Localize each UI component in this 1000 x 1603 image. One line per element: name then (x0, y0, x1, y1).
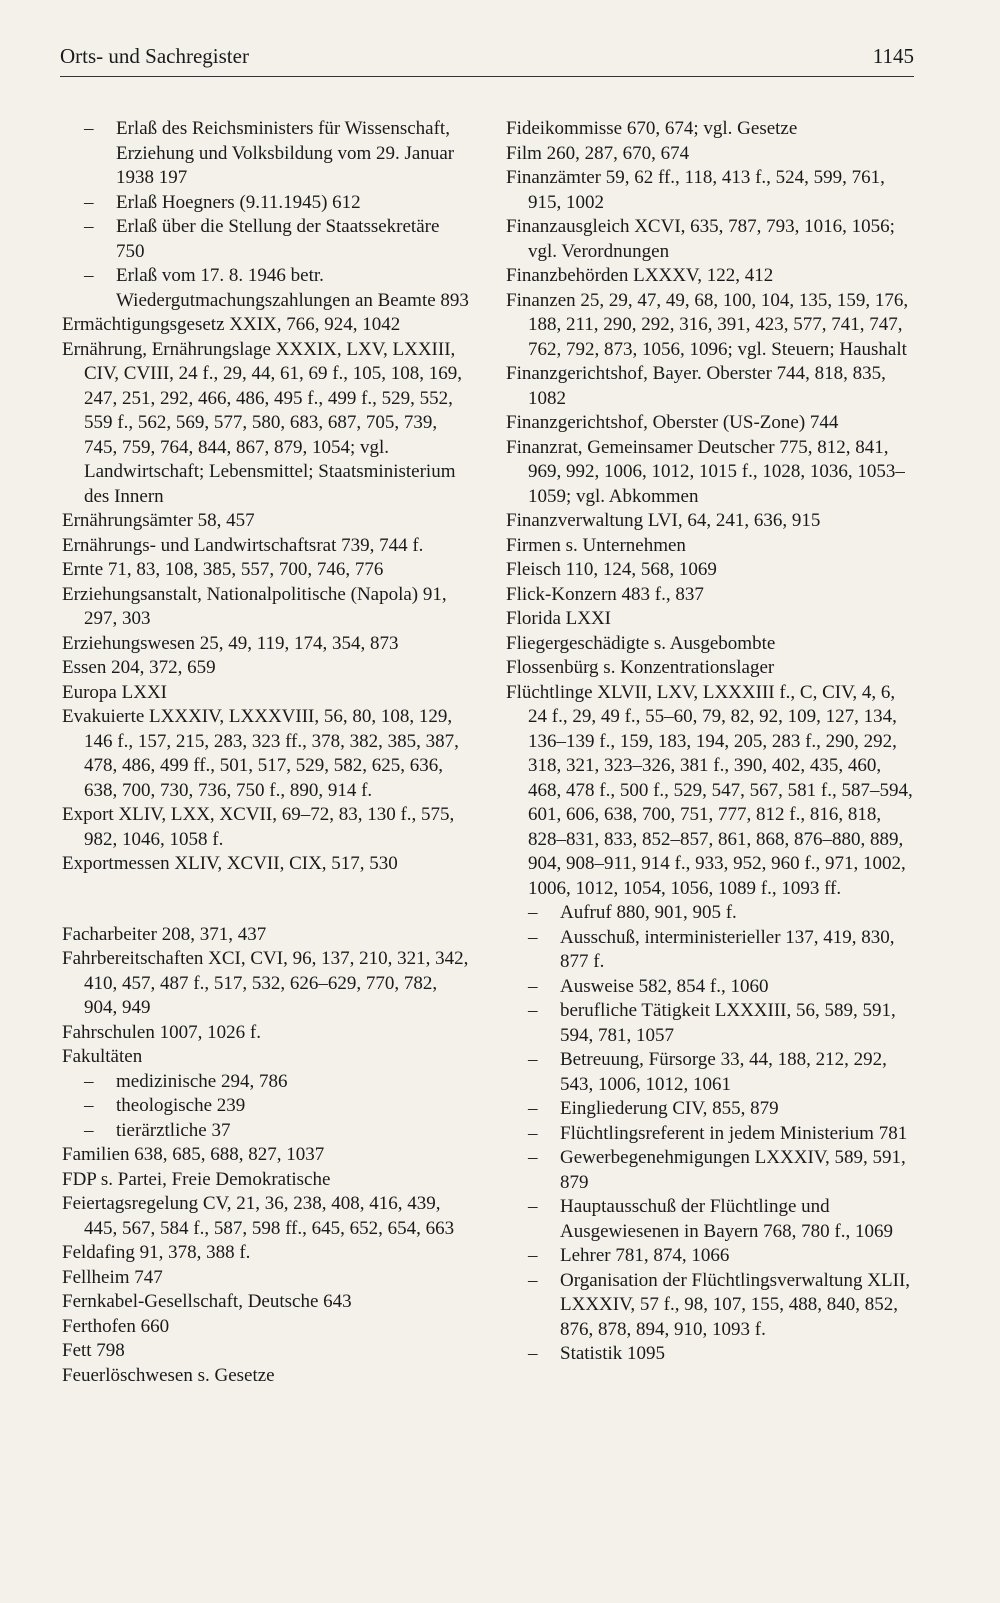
index-entry (506, 166, 916, 215)
index-subentry (62, 1070, 472, 1095)
entry-text: Hauptausschuß der Flüchtlinge und Ausgewiesenen in Bayern 768, 780 f., 1069 (560, 1196, 893, 1242)
index-entry (62, 705, 472, 803)
entry-text: Ernährungsämter 58, 457 (62, 510, 255, 531)
entry-text: Finanzrat, Gemeinsamer Deutscher 775, 812, 841, 969, 992, 1006, 1012, 1015 f., 1028, 1036, 1053–1059; vgl. Abkommen (506, 436, 905, 507)
index-entry (62, 632, 472, 657)
entry-text: Evakuierte LXXXIV, LXXXVIII, 56, 80, 108, 129, 146 f., 157, 215, 283, 323 ff., 378, 382, 385, 387, 478, 486, 499 ff., 501, 517, 529, 582, 625, 636, 638, 700, 730, 736, 750 f., 890, 914 f. (62, 706, 459, 801)
index-subentry (506, 1122, 916, 1147)
index-entry (506, 656, 916, 681)
entry-text: Ernährungs- und Landwirtschaftsrat 739, 744 f. (62, 534, 424, 556)
subentry-dash: – (84, 216, 94, 237)
entry-text: Erlaß des Reichsministers für Wissenschaft, Erziehung und Volksbildung vom 29. Januar 1938 197 (116, 118, 455, 188)
index-subentry (506, 1195, 916, 1244)
index-subentry (506, 1244, 916, 1269)
subentry-dash: – (528, 975, 538, 997)
entry-text: Firmen s. Unternehmen (506, 534, 686, 556)
subentry-dash: – (528, 1122, 538, 1144)
index-entry (506, 289, 916, 363)
page-number: 1145 (872, 44, 914, 68)
subentry-dash: – (84, 191, 94, 213)
subentry-dash: – (84, 118, 94, 139)
entry-text: Ausweise 582, 854 f., 1060 (560, 975, 769, 997)
index-entry (506, 558, 916, 583)
index-entry (506, 583, 916, 608)
entry-text: Europa LXXI (62, 681, 167, 703)
entry-text: Facharbeiter 208, 371, 437 (62, 923, 267, 945)
index-entry (62, 1045, 472, 1070)
entry-text: Finanzämter 59, 62 ff., 118, 413 f., 524, 599, 761, 915, 1002 (506, 167, 885, 213)
entry-text: FDP s. Partei, Freie Demokratische (62, 1168, 331, 1190)
index-entry (62, 852, 472, 877)
entry-text: Finanzen 25, 29, 47, 49, 68, 100, 104, 135, 159, 176, 188, 211, 290, 292, 316, 391, 423, 577, 741, 747, 762, 792, 873, 1056, 1096; vgl. Steuern; Haushalt (506, 289, 909, 360)
entry-text: Finanzgerichtshof, Bayer. Oberster 744, 818, 835, 1082 (506, 363, 886, 409)
entry-text: Feldafing 91, 378, 388 f. (62, 1242, 251, 1263)
entry-text: Feiertagsregelung CV, 21, 36, 238, 408, 416, 439, 445, 567, 584 f., 587, 598 ff., 645, 652, 654, 663 (62, 1193, 455, 1239)
entry-text: Fernkabel-Gesellschaft, Deutsche 643 (62, 1291, 352, 1312)
entry-text: Organisation der Flüchtlingsverwaltung XLII, LXXXIV, 57 f., 98, 107, 155, 488, 840, 852, 876, 878, 894, 910, 1093 f. (560, 1269, 911, 1340)
index-entry (506, 681, 916, 902)
entry-text: Feuerlöschwesen s. Gesetze (62, 1364, 275, 1386)
index-subentry (506, 926, 916, 975)
entry-text: Fleisch 110, 124, 568, 1069 (506, 559, 717, 580)
entry-text: Flüchtlingsreferent in jedem Ministerium 781 (560, 1122, 908, 1144)
subentry-dash: – (528, 1196, 538, 1217)
entry-text: Finanzverwaltung LVI, 64, 241, 636, 915 (506, 510, 821, 531)
entry-text: Ermächtigungsgesetz XXIX, 766, 924, 1042 (62, 314, 401, 335)
entry-text: Erlaß über die Stellung der Staatssekretäre 750 (116, 216, 440, 262)
right-column (506, 117, 916, 1367)
entry-text: Essen 204, 372, 659 (62, 657, 216, 678)
entry-text: medizinische 294, 786 (116, 1070, 288, 1092)
running-header (60, 40, 914, 77)
index-entry (62, 1143, 472, 1168)
entry-text: Gewerbegenehmigungen LXXXIV, 589, 591, 879 (560, 1147, 906, 1193)
entry-text: Flick-Konzern 483 f., 837 (506, 583, 704, 605)
index-subentry (506, 975, 916, 1000)
index-entry (62, 1339, 472, 1364)
entry-text: Ferthofen 660 (62, 1315, 170, 1337)
entry-text: Erziehungsanstalt, Nationalpolitische (Napola) 91, 297, 303 (62, 583, 447, 629)
index-entry (62, 1241, 472, 1266)
index-subentry (62, 1094, 472, 1119)
subentry-dash: – (528, 1049, 538, 1070)
subentry-dash: – (528, 1098, 538, 1119)
entry-text: Film 260, 287, 670, 674 (506, 142, 690, 164)
entry-text: Flossenbürg s. Konzentrationslager (506, 657, 775, 678)
entry-text: Statistik 1095 (560, 1343, 666, 1364)
index-entry (506, 632, 916, 657)
entry-text: Erlaß Hoegners (9.11.1945) 612 (116, 191, 361, 213)
index-subentry (506, 1146, 916, 1195)
entry-text: Eingliederung CIV, 855, 879 (560, 1098, 779, 1119)
entry-text: Fakultäten (62, 1046, 143, 1067)
index-entry (506, 509, 916, 534)
index-entry (506, 436, 916, 510)
entry-text: Fliegergeschädigte s. Ausgebombte (506, 632, 776, 654)
entry-text: Finanzbehörden LXXXV, 122, 412 (506, 265, 774, 286)
index-entry (62, 1168, 472, 1193)
entry-text: Ernte 71, 83, 108, 385, 557, 700, 746, 776 (62, 559, 384, 580)
left-column-entries-f (62, 923, 472, 1389)
index-entry (62, 1192, 472, 1241)
index-entry (506, 607, 916, 632)
subentry-dash: – (528, 1147, 538, 1168)
entry-text: Aufruf 880, 901, 905 f. (560, 902, 737, 923)
index-subentry (62, 264, 472, 313)
index-subentry (62, 191, 472, 216)
entry-text: Fett 798 (62, 1340, 125, 1361)
entry-text: Flüchtlinge XLVII, LXV, LXXXIII f., C, CIV, 4, 6, 24 f., 29, 49 f., 55–60, 79, 82, 92, 109, 127, 134, 136–139 f., 159, 183, 194, 205, 283 f., 290, 292, 318, 321, 323–326, 381 f., 390, 402, 435, 460, 468, 478 f., 500 f., 529, 547, 567, 581 f., 587–594, 601, 606, 638, 700, 751, 777, 812 f., 816, 818, 828–831, 833, 852–857, 861, 868, 876–880, 889, 904, 908–911, 914 f., 933, 952, 960 f., 971, 1002, 1006, 1012, 1054, 1056, 1089 f., 1093 ff. (506, 681, 913, 899)
index-entry (62, 1364, 472, 1389)
index-subentry (62, 1119, 472, 1144)
entry-text: Erlaß vom 17. 8. 1946 betr. Wiedergutmachungszahlungen an Beamte 893 (116, 265, 469, 311)
subentry-dash: – (528, 1000, 538, 1021)
entry-text: Fideikommisse 670, 674; vgl. Gesetze (506, 118, 798, 139)
index-entry (506, 117, 916, 142)
entry-text: Betreuung, Fürsorge 33, 44, 188, 212, 292, 543, 1006, 1012, 1061 (560, 1049, 887, 1095)
subentry-dash: – (528, 902, 538, 923)
index-entry (62, 803, 472, 852)
index-subentry (506, 1097, 916, 1122)
index-entry (62, 1290, 472, 1315)
index-subentry (62, 117, 472, 191)
entry-text: Ausschuß, interministerieller 137, 419, 830, 877 f. (560, 926, 895, 972)
index-entry (62, 313, 472, 338)
index-entry (62, 583, 472, 632)
subentry-dash: – (84, 1070, 94, 1092)
entry-text: Finanzausgleich XCVI, 635, 787, 793, 1016, 1056; vgl. Verordnungen (506, 216, 895, 262)
entry-text: Exportmessen XLIV, XCVII, CIX, 517, 530 (62, 853, 398, 874)
index-subentry (506, 1048, 916, 1097)
subentry-dash: – (84, 265, 94, 286)
subentry-dash: – (528, 1343, 538, 1364)
right-column-entries (506, 117, 916, 1367)
index-entry (62, 1266, 472, 1291)
index-subentry (506, 901, 916, 926)
left-column (62, 117, 472, 1388)
entry-text: Florida LXXI (506, 608, 612, 629)
index-entry (506, 142, 916, 167)
subentry-dash: – (528, 1245, 538, 1266)
index-entry (62, 509, 472, 534)
index-entry (62, 338, 472, 510)
subentry-dash: – (84, 1095, 94, 1116)
entry-text: tierärztliche 37 (116, 1119, 231, 1141)
index-subentry (506, 1342, 916, 1367)
entry-text: Fahrbereitschaften XCI, CVI, 96, 137, 210, 321, 342, 410, 457, 487 f., 517, 532, 626–629, 770, 782, 904, 949 (62, 948, 469, 1018)
subentry-dash: – (528, 1269, 538, 1291)
index-entry (506, 362, 916, 411)
entry-text: Finanzgerichtshof, Oberster (US-Zone) 744 (506, 412, 839, 433)
entry-text: Export XLIV, LXX, XCVII, 69–72, 83, 130 f., 575, 982, 1046, 1058 f. (62, 804, 455, 850)
index-subentry (506, 1269, 916, 1343)
index-subentry (62, 215, 472, 264)
entry-text: Erziehungswesen 25, 49, 119, 174, 354, 873 (62, 632, 399, 654)
entry-text: Ernährung, Ernährungslage XXXIX, LXV, LXXIII, CIV, CVIII, 24 f., 29, 44, 61, 69 f., 105, 108, 169, 247, 251, 292, 466, 486, 495 f., 499 f., 529, 552, 559 f., 562, 569, 577, 580, 683, 687, 705, 739, 745, 759, 764, 844, 867, 879, 1054; vgl. Landwirtschaft; Lebensmittel; Staatsministerium des Innern (62, 338, 463, 507)
left-column-entries-e (62, 117, 472, 877)
index-entry (62, 656, 472, 681)
entry-text: Lehrer 781, 874, 1066 (560, 1245, 730, 1266)
letter-gap (62, 877, 472, 923)
entry-text: Fellheim 747 (62, 1266, 163, 1288)
index-subentry (506, 999, 916, 1048)
index-entry (62, 534, 472, 559)
index-entry (62, 1021, 472, 1046)
index-entry (62, 681, 472, 706)
index-entry (62, 558, 472, 583)
entry-text: theologische 239 (116, 1095, 246, 1116)
entry-text: berufliche Tätigkeit LXXXIII, 56, 589, 591, 594, 781, 1057 (560, 1000, 896, 1046)
entry-text: Fahrschulen 1007, 1026 f. (62, 1021, 261, 1043)
subentry-dash: – (84, 1119, 94, 1141)
index-entry (62, 947, 472, 1021)
index-entry (62, 923, 472, 948)
index-entry (62, 1315, 472, 1340)
header-title: Orts- und Sachregister (60, 44, 249, 68)
index-entry (506, 264, 916, 289)
subentry-dash: – (528, 926, 538, 948)
index-entry (506, 411, 916, 436)
entry-text: Familien 638, 685, 688, 827, 1037 (62, 1144, 325, 1165)
index-entry (506, 534, 916, 559)
index-entry (506, 215, 916, 264)
